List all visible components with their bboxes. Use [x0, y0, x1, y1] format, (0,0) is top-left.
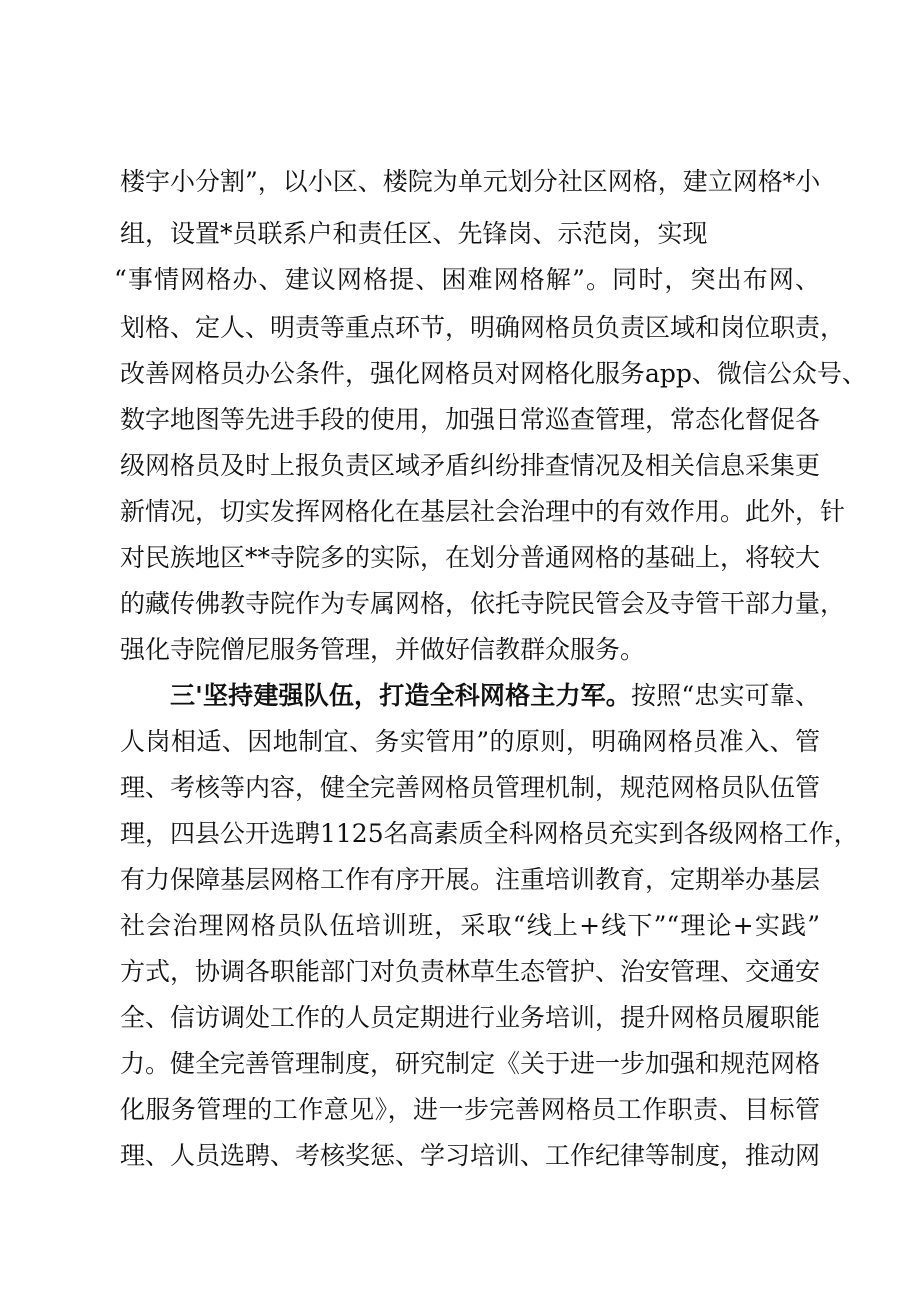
section3-first-line-rest: 按照“忠实可靠、 [630, 681, 820, 710]
paragraph-line-11: 强化寺院僧尼服务管理，并做好信教群众服务。 [120, 635, 646, 664]
section3-line-2: 人岗相适、因地制宜、务实管用”的原则，明确网格员准入、管 [120, 727, 820, 756]
section3-line-4: 理，四县公开选聘1125名高素质全科网格员充实到各级网格工作， [120, 819, 859, 848]
section3-line-8: 全、信访调处工作的人员定期进行业务培训，提升网格员履职能 [120, 1003, 821, 1032]
section3-line-6: 社会治理网格员队伍培训班，采取“线上+线下”“理论+实践” [120, 911, 820, 940]
section3-heading: 三'坚持建强队伍，打造全科网格主力军。 [170, 681, 631, 710]
paragraph-line-9: 对民族地区**寺院多的实际，在划分普通网格的基础上，将较大 [120, 543, 821, 572]
paragraph-line-3: “事情网格办、建议网格提、困难网格解”。同时，突出布网、 [114, 265, 820, 294]
paragraph-line-10: 的藏传佛教寺院作为专属网格，依托寺院民管会及寺管干部力量， [120, 589, 846, 618]
paragraph-line-4: 划格、定人、明责等重点环节，明确网格员负责区域和岗位职责， [120, 313, 846, 342]
paragraph-line-6: 数字地图等先进手段的使用，加强日常巡查管理，常态化督促各 [120, 405, 821, 434]
section3-line-7: 方式，协调各职能部门对负责林草生态管护、治安管理、交通安 [120, 957, 821, 986]
section3-line-9: 力。健全完善管理制度，研究制定《关于进一步加强和规范网格 [120, 1049, 821, 1078]
paragraph-line-8: 新情况，切实发挥网格化在基层社会治理中的有效作用。此外，针 [120, 497, 846, 526]
section3-line-11: 理、人员选聘、考核奖惩、学习培训、工作纪律等制度，推动网 [120, 1141, 821, 1170]
section3-first-line [170, 674, 820, 718]
paragraph-line-2: 组，设置*员联系户和责任区、先锋岗、示范岗，实现 [120, 219, 708, 248]
paragraph-line-7: 级网格员及时上报负责区域矛盾纠纷排查情况及相关信息采集更 [120, 451, 821, 480]
paragraph-line-5: 改善网格员办公条件，强化网格员对网格化服务app、微信公众号、 [120, 359, 867, 388]
section3-line-5: 有力保障基层网格工作有序开展。注重培训教育，定期举办基层 [120, 865, 821, 894]
section3-line-3: 理、考核等内容，健全完善网格员管理机制，规范网格员队伍管 [120, 773, 821, 802]
paragraph-line-1: 楼宇小分割”，以小区、楼院为单元划分社区网格，建立网格*小 [120, 167, 821, 196]
section3-line-10: 化服务管理的工作意见》，进一步完善网格员工作职责、目标管 [120, 1095, 820, 1124]
